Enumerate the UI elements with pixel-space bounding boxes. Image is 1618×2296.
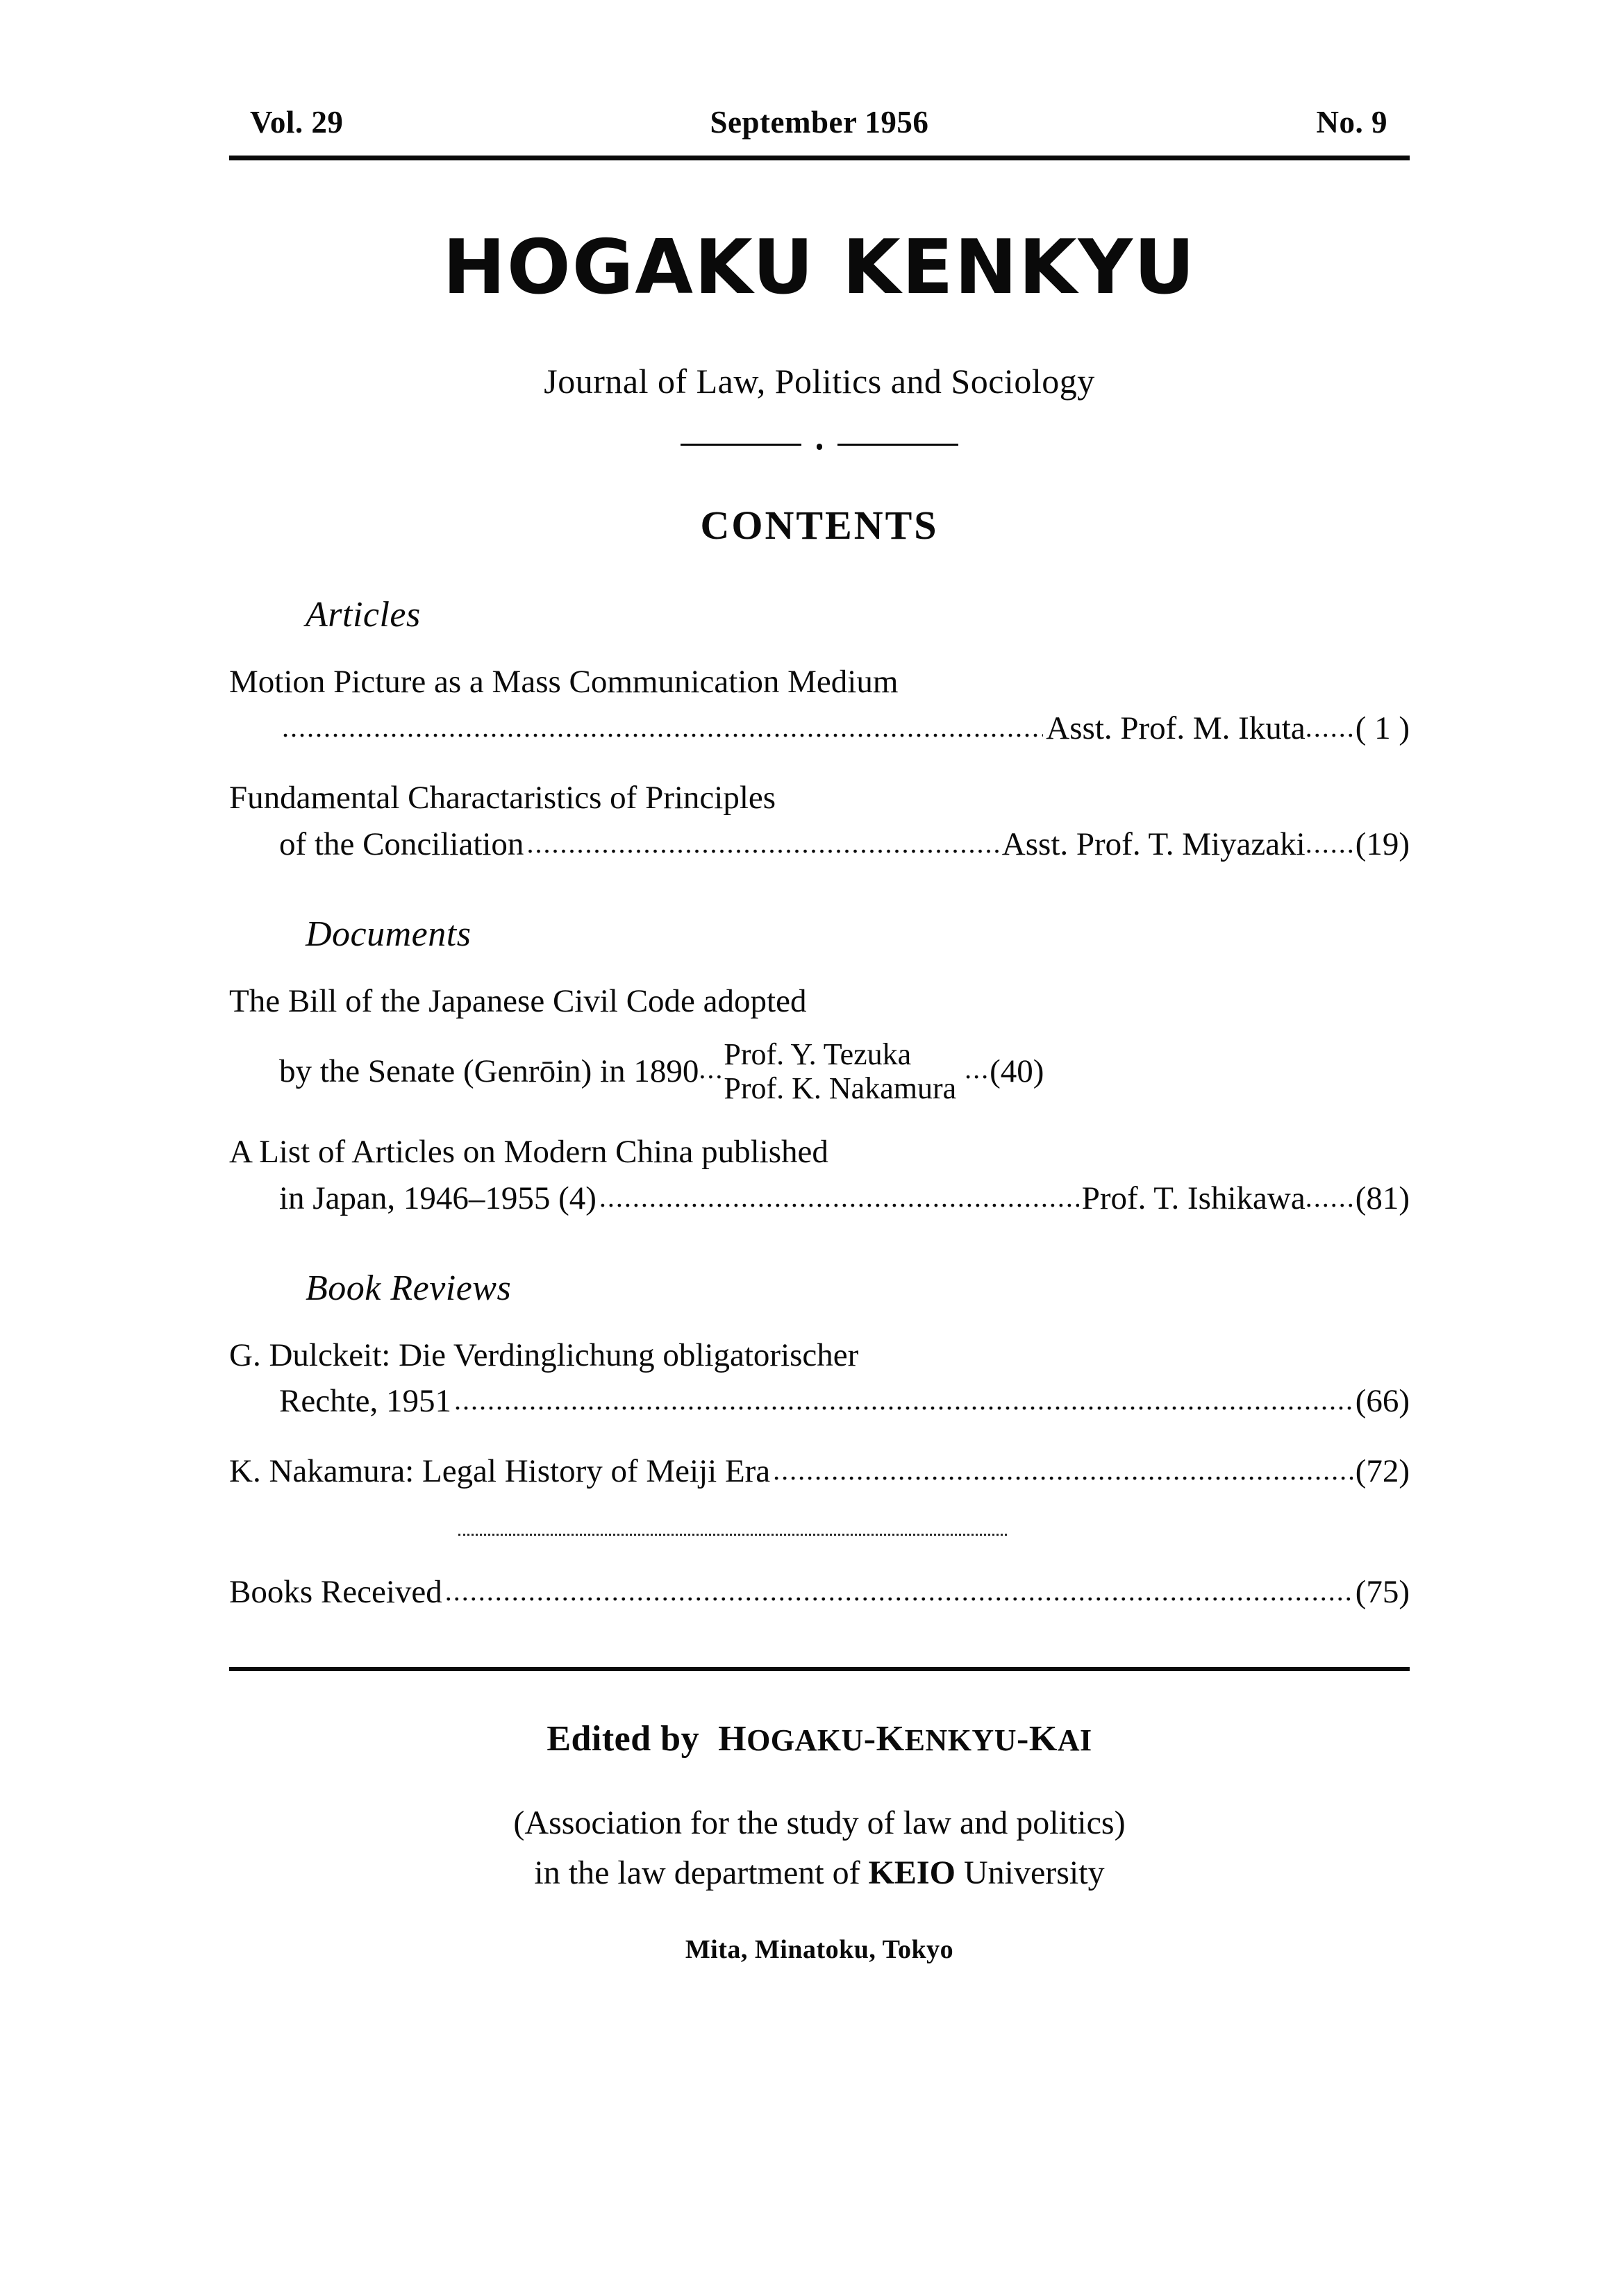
toc-entry-page: (72) (1355, 1453, 1410, 1490)
toc-leader-dots (599, 1178, 1079, 1218)
toc-entry-pageline (229, 1569, 1410, 1616)
toc-leader-dots-tail: ...... (1305, 1181, 1356, 1213)
toc-entry-title: Fundamental Charactaristics of Principles (229, 780, 776, 816)
publisher-rest-3: AI (1057, 1723, 1092, 1757)
toc-entry-article-1 (229, 659, 1410, 751)
toc-leader-dots-tail: ...... (1305, 711, 1356, 743)
association-line-1: (Association for the study of law and politics) (513, 1804, 1126, 1841)
toc-entry-authorline (229, 1175, 1410, 1222)
toc-entry-title-cont-b: ) in 1890 (581, 1053, 699, 1089)
toc-entry-author: Asst. Prof. T. Miyazaki (1001, 826, 1306, 863)
publisher-rest-2: ENKYU (904, 1723, 1017, 1757)
toc-entry-authors-stacked (724, 1037, 956, 1106)
toc-entry-books-received (229, 1569, 1410, 1616)
masthead (229, 104, 1410, 140)
toc-leader-dots: ... (699, 1053, 724, 1084)
toc-entry-title: G. Dulckeit: Die Verdinglichung obligatorischer (229, 1336, 859, 1373)
books-received-label: Books Received (229, 1573, 442, 1610)
toc-entry-authorline (229, 705, 1410, 752)
toc-entry-authorline-stacked (229, 1037, 1410, 1106)
toc-entry-page: ( 1 ) (1355, 710, 1410, 746)
masthead-divider (229, 156, 1410, 160)
association-university: KEIO (868, 1854, 956, 1891)
toc-entry-author-2: Prof. K. Nakamura (724, 1071, 957, 1105)
association-line-2 (229, 1848, 1410, 1898)
footer-edited-by: Edited by HOGAKU-KENKYU-KAI (547, 1718, 1092, 1759)
toc-entry-title: The Bill of the Japanese Civil Code adopted (229, 982, 807, 1019)
toc-leader-dots (445, 1572, 1353, 1611)
toc-entry-title-cont: Rechte, 1951 (279, 1383, 451, 1420)
journal-title: HOGAKU KENKYU (442, 224, 1196, 311)
footer-divider (229, 1667, 1410, 1671)
toc-entry-document-2 (229, 1129, 1410, 1221)
toc-leader-dots-tail: ...... (1305, 828, 1356, 860)
publisher-initial-2: K (876, 1718, 905, 1759)
toc-entry-page: (81) (1355, 1180, 1410, 1216)
association-line-2b: University (955, 1854, 1105, 1891)
toc-entry-authorline (229, 821, 1410, 868)
ornament-divider (681, 442, 958, 448)
toc-entry-page: (66) (1355, 1383, 1410, 1420)
publisher-initial-3: K (1028, 1718, 1058, 1759)
issue-date: September 1956 (710, 105, 929, 140)
books-received-page: (75) (1355, 1573, 1410, 1610)
footer-association (229, 1798, 1410, 1898)
ornament-dot (817, 444, 823, 450)
toc-entry-author: Asst. Prof. M. Ikuta (1046, 710, 1306, 746)
toc-entry-title: K. Nakamura: Legal History of Meiji Era (229, 1453, 771, 1490)
toc-entry-title-italic: Genrōin (474, 1053, 581, 1089)
contents-heading: CONTENTS (700, 503, 939, 548)
publisher-initial-1: H (718, 1718, 747, 1759)
toc-entry-review-1 (229, 1332, 1410, 1425)
toc-entry-author-1: Prof. Y. Tezuka (724, 1037, 912, 1071)
toc-entry-page: (19) (1355, 826, 1410, 863)
toc-leader-dots (773, 1451, 1353, 1491)
volume-label: Vol. 29 (250, 105, 344, 140)
toc-entry-title-cont: of the Conciliation (279, 826, 524, 863)
toc-entry-title-cont: in Japan, 1946–1955 (4) (279, 1180, 597, 1216)
toc-entry-title: A List of Articles on Modern China published (229, 1134, 828, 1171)
toc-leader-dots (526, 824, 999, 864)
edited-by-label: Edited by (547, 1718, 700, 1759)
association-line-2a: in the law department of (534, 1854, 869, 1891)
toc-entry-pageline (229, 1448, 1410, 1495)
toc-entry-article-2 (229, 775, 1410, 867)
toc-entry-title: Motion Picture as a Mass Communication Medium (229, 664, 899, 700)
toc-entry-review-2 (229, 1448, 1410, 1495)
toc-leader-dots (454, 1381, 1353, 1421)
section-heading-documents: Documents (306, 914, 472, 954)
toc-leader-dots (282, 708, 1043, 748)
toc-entry-author: Prof. T. Ishikawa (1081, 1180, 1306, 1216)
toc-entry-title-cont-a: by the Senate ( (279, 1053, 474, 1089)
section-heading-book-reviews: Book Reviews (306, 1268, 512, 1308)
toc-entry-pageline (229, 1378, 1410, 1425)
toc-entry-document-1 (229, 978, 1410, 1105)
ornament-right-segment (837, 444, 958, 446)
toc-entry-page: (40) (990, 1053, 1044, 1089)
page-content (229, 104, 1410, 1965)
toc-leader-dots-tail: ... (956, 1053, 990, 1084)
issue-number: No. 9 (1316, 105, 1387, 140)
books-received-separator (458, 1534, 1007, 1536)
journal-subtitle: Journal of Law, Politics and Sociology (544, 362, 1095, 401)
ornament-left-segment (681, 444, 801, 446)
footer-address: Mita, Minatoku, Tokyo (685, 1934, 954, 1964)
publisher-rest-1: OGAKU (747, 1723, 864, 1757)
section-heading-articles: Articles (306, 595, 421, 635)
